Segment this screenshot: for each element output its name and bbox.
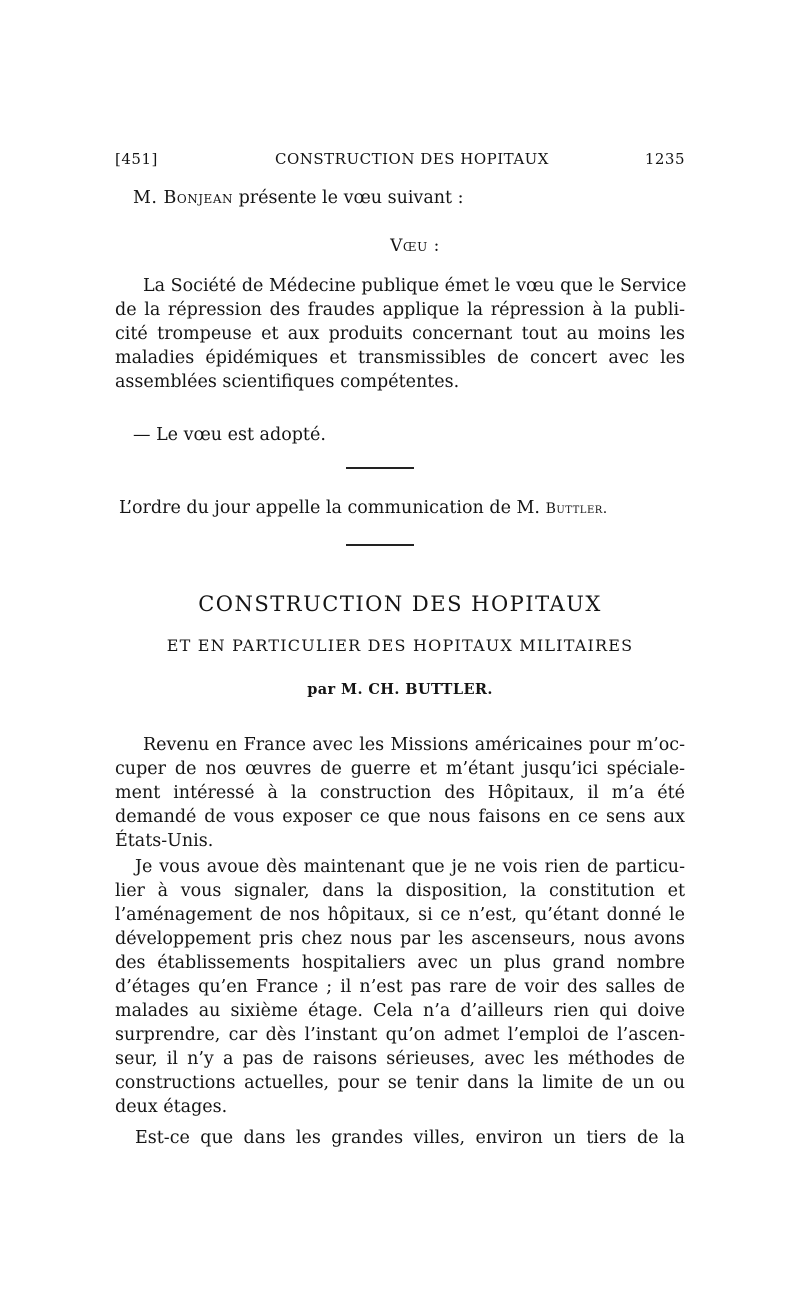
motion-intro-text: présente le vœu suivant : bbox=[238, 188, 464, 208]
voeu-line: assemblées scientifiques compétentes. bbox=[115, 372, 460, 392]
paragraph-2 bbox=[115, 855, 685, 1119]
text-line: l’aménagement de nos hôpitaux, si ce n’est, qu’étant donné le bbox=[115, 905, 685, 925]
voeu-adopted: — Le vœu est adopté. bbox=[133, 425, 326, 445]
motion-intro bbox=[115, 186, 685, 210]
text-line: des établissements hospitaliers avec un plus grand nombre bbox=[115, 953, 685, 973]
text-line: surprendre, car dès l’instant qu’on admet l’emploi de l’ascen- bbox=[115, 1025, 685, 1045]
text-line: développement pris chez nous par les ascenseurs, nous avons bbox=[115, 929, 685, 949]
voeu-text bbox=[115, 274, 685, 394]
paragraph-1 bbox=[115, 733, 685, 853]
paragraph-3 bbox=[115, 1126, 685, 1150]
text-line: États-Unis. bbox=[115, 831, 214, 851]
page-number: 1235 bbox=[644, 150, 685, 168]
text-line: Je vous avoue dès maintenant que je ne vois rien de particu- bbox=[135, 857, 685, 877]
text-line: Revenu en France avec les Missions américaines pour m’oc- bbox=[143, 735, 685, 755]
text-line: Est-ce que dans les grandes villes, environ un tiers de la bbox=[135, 1128, 685, 1148]
divider bbox=[346, 544, 414, 546]
order-text: L’ordre du jour appelle la communication de M. bbox=[119, 498, 540, 518]
text-line: deux étages. bbox=[115, 1097, 228, 1117]
article-title: CONSTRUCTION DES HOPITAUX bbox=[198, 592, 602, 616]
text-line: ment intéressé à la construction des Hôpitaux, il m’a été bbox=[115, 783, 685, 803]
voeu-line: de la répression des fraudes applique la répression à la publi- bbox=[115, 300, 685, 320]
text-line: seur, il n’y a pas de raisons sérieuses, avec les méthodes de bbox=[115, 1049, 685, 1069]
article-author: par M. CH. BUTTLER. bbox=[307, 681, 493, 698]
page-bracket: [451] bbox=[115, 150, 158, 168]
voeu-line: maladies épidémiques et transmissibles de concert avec les bbox=[115, 348, 685, 368]
article-subtitle: ET EN PARTICULIER DES HOPITAUX MILITAIRES bbox=[166, 636, 634, 655]
motion-author: M. Bonjean bbox=[133, 188, 233, 208]
voeu-line: cité trompeuse et aux produits concernant tout au moins les bbox=[115, 324, 685, 344]
divider bbox=[346, 467, 414, 469]
order-name: Buttler. bbox=[545, 501, 608, 517]
order-of-day bbox=[115, 496, 685, 521]
text-line: lier à vous signaler, dans la disposition, la constitution et bbox=[115, 881, 685, 901]
text-line: d’étages qu’en France ; il n’est pas rare de voir des salles de bbox=[115, 977, 685, 997]
text-line: constructions actuelles, pour se tenir dans la limite de un ou bbox=[115, 1073, 685, 1093]
text-line: demandé de vous exposer ce que nous faisons en ce sens aux bbox=[115, 807, 685, 827]
running-title: CONSTRUCTION DES HOPITAUX bbox=[275, 150, 549, 168]
voeu-line: La Société de Médecine publique émet le vœu que le Service bbox=[143, 276, 687, 296]
text-line: cuper de nos œuvres de guerre et m’étant jusqu’ici spéciale- bbox=[115, 759, 685, 779]
voeu-heading: Vœu : bbox=[390, 236, 440, 256]
text-line: malades au sixième étage. Cela n’a d’ailleurs rien qui doive bbox=[115, 1001, 685, 1021]
